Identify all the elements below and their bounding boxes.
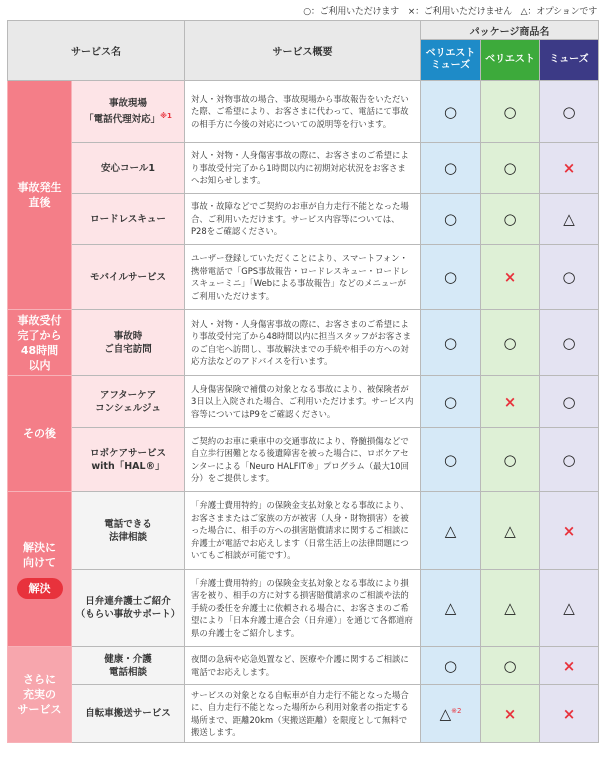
category-within-48h [8,310,72,376]
mark-cell [421,685,481,743]
mark-cell: ○ [540,428,599,492]
service-name: ロードレスキュー [72,194,185,245]
mark-cell: ○ [540,376,599,428]
category-label: 事故受付 完了から 48時間 以内 [17,313,62,372]
mark-cell: △ [540,194,599,245]
service-name [72,428,185,492]
footnote-mark: ※2 [451,706,462,715]
category-label: 事故発生 直後 [17,181,62,209]
mark-cell: ○ [421,310,481,376]
service-name [72,492,185,570]
service-description: 人身傷害保険で補償の対象となる事故により、被保険者が3日以上入院された場合、ご利用いただけます。サービス内容等についてはP9をご確認ください。 [185,376,421,428]
service-description: サービスの対象となる自転車が自力走行不能となった場合に、自力走行不能となった場所から利用対象者の指定する場所まで、距離20km（実搬送距離）を限度として無料で搬送します。 [185,685,421,743]
col-header-muse: ミューズ [540,40,599,81]
service-name: 自転車搬送サービス [72,685,185,743]
mark-cell: ○ [481,81,540,143]
service-description: 「弁護士費用特約」の保険金支払対象となる事故により損害を被り、相手の方に対する損害賠償請求のご相談や法的手続の委任を弁護士に依頼される場合に、お客さまのご希望により「日本弁護士連合会（日弁連）」を通じて各都道府県の弁護士をご紹介します。 [185,570,421,647]
service-label: アフターケア コンシェルジュ [95,389,161,414]
mark-cell: ○ [481,428,540,492]
legend: ○：ご利用いただけます ×：ご利用いただけません △：オプションです [303,7,597,17]
footnote-mark: ※1 [160,111,172,120]
category-more-services [8,647,72,743]
mark-cell: × [540,143,599,194]
service-name: 安心コール1 [72,143,185,194]
mark-cell: × [481,376,540,428]
mark-cell: × [481,245,540,310]
service-label: 事故時 ご自宅訪問 [104,330,152,355]
header-service-overview: サービス概要 [185,21,421,81]
header-package-name: パッケージ商品名 [421,21,599,40]
mark-cell: ○ [421,428,481,492]
service-name [72,570,185,647]
mark-cell: ○ [481,310,540,376]
mark-cell: ○ [540,81,599,143]
col-header-veriest-muse [421,40,481,81]
service-name [72,81,185,143]
mark-cell: △ [481,492,540,570]
mark-cell: ○ [421,143,481,194]
service-name [72,647,185,685]
service-description: ご契約のお車に乗車中の交通事故により、脊髄損傷などで自立歩行困難となる後遺障害を被った場合に、ロボケアセンターによる「Neuro HALFIT®」プログラム（最大10回分）をご提供します。 [185,428,421,492]
mark-cell: ○ [421,245,481,310]
category-immediately [8,81,72,310]
service-name: モバイルサービス [72,245,185,310]
service-description: 事故・故障などでご契約のお車が自力走行不能となった場合、ご利用いただけます。サービス内容等については、P28をご確認ください。 [185,194,421,245]
service-description: 夜間の急病や応急処置など、医療や介護に関するご相談に電話でお応えします。 [185,647,421,685]
header-service-name: サービス名 [8,21,185,81]
service-label: 電話できる 法律相談 [104,518,152,543]
mark-cell: ○ [481,647,540,685]
mark-cell: △ [540,570,599,647]
service-label: 事故現場 「電話代理対応」 [84,97,161,126]
mark-cell: ○ [481,143,540,194]
service-label: 日弁連弁護士ご紹介 （もらい事故サポート） [75,596,181,620]
category-toward-resolution [8,492,72,647]
mark-cell: △ [421,570,481,647]
mark-cell: × [540,647,599,685]
mark-cell: △ [421,492,481,570]
mark-cell: × [540,492,599,570]
service-description: ユーザー登録していただくことにより、スマートフォン・携帯電話で「GPS事故報告・ロードレスキュー・ロードレスキューミニ」「Webによる事故報告」などのメニューがご利用いただけます。 [185,245,421,310]
service-name [72,376,185,428]
service-description: 対人・対物・人身傷害事故の際に、お客さまのご希望により事故受付完了から1時間以内に初期対応状況をお客さまへお知らせします。 [185,143,421,194]
service-description: 対人・対物事故の場合、事故現場から事故報告をいただいた際、ご希望により、お客さまに代わって、電話にて事故の相手方に今後の対応についての説明等を行います。 [185,81,421,143]
mark-cell: ○ [540,310,599,376]
service-description: 「弁護士費用特約」の保険金支払対象となる事故により、お客さままたはご家族の方が被害（人身・財物損害）を被った場合に、相手の方への損害賠償請求に関するご相談に弁護士が電話でお応えします（日常生活上の法律問題についてもご相談が可能です）。 [185,492,421,570]
mark-cell: ○ [421,376,481,428]
mark-cell: ○ [540,245,599,310]
mark-cell: × [481,685,540,743]
col-header-label: ベリエスト ミューズ [425,48,476,71]
category-after: その後 [8,376,72,492]
category-label: 解決に 向けて [23,540,56,569]
mark-cell: ○ [421,194,481,245]
service-name [72,310,185,376]
mark-cell: △ [481,570,540,647]
mark-cell: × [540,685,599,743]
category-label: さらに 充実の サービス [17,673,62,716]
col-header-veriest: ベリエスト [481,40,540,81]
mark-cell: ○ [481,194,540,245]
service-label: ロボケアサービス with「HAL®」 [89,447,166,472]
mark-cell: ○ [421,81,481,143]
service-description: 対人・対物・人身傷害事故の際に、お客さまのご希望により事故受付完了から48時間以内に担当スタッフがお客さまのご自宅へ訪問し、事故解決までの手続や相手の方への対応方法などのアドバイスを行います。 [185,310,421,376]
resolution-badge: 解決 [17,578,63,599]
service-table [7,20,599,743]
mark-symbol: △ [439,704,452,723]
mark-cell: ○ [421,647,481,685]
service-label: 健康・介護 電話相談 [104,653,152,678]
